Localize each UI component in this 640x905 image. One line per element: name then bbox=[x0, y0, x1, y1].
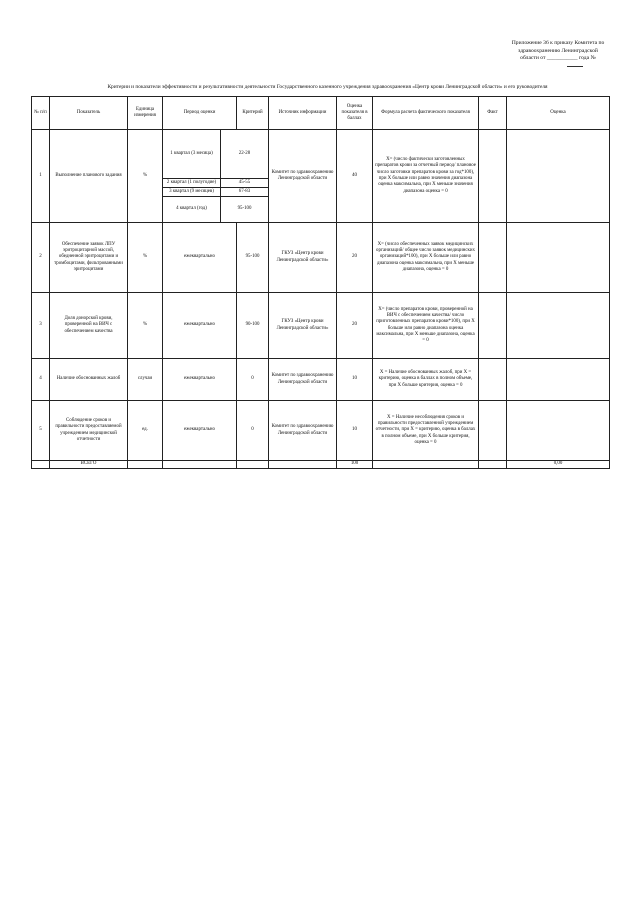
row-unit: ед. bbox=[128, 401, 163, 461]
table-row bbox=[32, 359, 610, 401]
row-assessment bbox=[507, 223, 610, 293]
row-assessment bbox=[507, 293, 610, 359]
row-formula: Х = Наличие обоснованных жалоб, при Х = критерию, оценка в баллах в полном объеме, при Х больше критерия, оценка = 0 bbox=[373, 359, 479, 401]
row-indicator: Доля донорской крови, проверенной на ВИЧ с обеспечением качества bbox=[50, 293, 128, 359]
appendix-note bbox=[496, 40, 620, 63]
row-assessment bbox=[507, 401, 610, 461]
row-num: 3 bbox=[32, 293, 50, 359]
total-num-cell bbox=[32, 461, 50, 469]
table-row bbox=[32, 130, 610, 223]
row-fact bbox=[479, 130, 507, 223]
row-source: Комитет по здравоохранению Ленинградской области bbox=[269, 130, 337, 223]
row-period: ежеквартально bbox=[163, 359, 237, 401]
criteria-table bbox=[31, 96, 610, 469]
total-empty bbox=[163, 461, 237, 469]
row-score: 10 bbox=[337, 359, 373, 401]
row-criterion: 0 bbox=[237, 359, 269, 401]
row-indicator: Выполнение планового задания bbox=[50, 130, 128, 223]
criterion-value: 95-100 bbox=[220, 197, 268, 222]
row-indicator: Обеспечение заявок ЛПУ эритроцитарной массой, обедненной эритроцитами и тромбоцитами, фильтрованными эритроцитами bbox=[50, 223, 128, 293]
table-header-row bbox=[32, 97, 610, 130]
appendix-line-1: Приложение 36 к приказу Комитета по bbox=[511, 40, 605, 46]
criterion-value: 45-55 bbox=[220, 179, 268, 187]
total-row bbox=[32, 461, 610, 469]
total-assessment: 0,00 bbox=[507, 461, 610, 469]
total-empty bbox=[237, 461, 269, 469]
row-num: 2 bbox=[32, 223, 50, 293]
row-source: ГКУЗ «Центр крови Ленинградской области» bbox=[269, 223, 337, 293]
row-num: 5 bbox=[32, 401, 50, 461]
header-criterion: Критерий bbox=[237, 97, 269, 130]
period-label: 3 квартал (9 месяцев) bbox=[169, 188, 214, 194]
row-assessment bbox=[507, 130, 610, 223]
row-score: 40 bbox=[337, 130, 373, 223]
row-num: 1 bbox=[32, 130, 50, 223]
row-period: ежеквартально bbox=[163, 401, 237, 461]
appendix-line-2: здравоохранению Ленинградской bbox=[518, 47, 598, 54]
row-criterion: 90-100 bbox=[237, 293, 269, 359]
row-formula: Х= (число обеспеченных заявок медицинских организаций/ общее число заявок медицинских организаций*100), при Х больше или равно диапазона оценка максимальна, при Х меньше диапазона, оценка = 0 bbox=[373, 223, 479, 293]
row-formula: Х = Наличие несоблюдения сроков и правильности предоставленной учреждением отчетности, при Х = критерию, оценка в баллах в полном объеме, при Х больше критерия, оценка = 0 bbox=[373, 401, 479, 461]
criterion-value: 67-83 bbox=[220, 188, 268, 196]
row-period-criteria bbox=[163, 130, 269, 223]
header-formula: Формула расчета фактического показателя bbox=[373, 97, 479, 130]
header-num: № п/п bbox=[32, 97, 50, 130]
row-fact bbox=[479, 401, 507, 461]
total-empty bbox=[269, 461, 337, 469]
row-source: Комитет по здравоохранению Ленинградской области bbox=[269, 401, 337, 461]
row-criterion: 0 bbox=[237, 401, 269, 461]
row-unit: случаи bbox=[128, 359, 163, 401]
appendix-line-3: области от ___________ года № bbox=[520, 55, 596, 62]
row-unit: % bbox=[128, 223, 163, 293]
row-assessment bbox=[507, 359, 610, 401]
period-label: 1 квартал (3 месяца) bbox=[170, 151, 213, 157]
row-fact bbox=[479, 359, 507, 401]
header-unit: Единица измерения bbox=[128, 97, 163, 130]
total-label: ВСЕГО bbox=[50, 461, 128, 469]
row-unit: % bbox=[128, 293, 163, 359]
row-indicator: Соблюдение сроков и правильности предоставляемой учреждением медицинской отчетности bbox=[50, 401, 128, 461]
row-fact bbox=[479, 223, 507, 293]
row-score: 20 bbox=[337, 293, 373, 359]
total-empty bbox=[479, 461, 507, 469]
row-score: 10 bbox=[337, 401, 373, 461]
signature-line bbox=[567, 66, 583, 67]
document-title: Критерии и показатели эффективности и результативности деятельности Государственного казенного учреждения здравоохранения «Центр крови Ленинградской области» и его руководителя bbox=[107, 84, 548, 90]
row-source: ГКУЗ «Центр крови Ленинградской области» bbox=[269, 293, 337, 359]
row-formula: Х= (число фактически заготовленных препаратов крови за отчетный период/ плановое число заготовки препаратов крови за год*100), при Х больше или равно значения диапазона оценка максимальна, при Х меньше значения диапазона оценка = 0 bbox=[373, 130, 479, 223]
header-indicator: Показатель bbox=[50, 97, 128, 130]
table-row bbox=[32, 401, 610, 461]
header-fact: Факт bbox=[479, 97, 507, 130]
row-num: 4 bbox=[32, 359, 50, 401]
row-source: Комитет по здравоохранению Ленинградской области bbox=[269, 359, 337, 401]
row-score: 20 bbox=[337, 223, 373, 293]
row-period: ежеквартально bbox=[163, 223, 237, 293]
table-row bbox=[32, 223, 610, 293]
row-fact bbox=[479, 293, 507, 359]
header-score: Оценка показателя в баллах bbox=[337, 97, 373, 130]
period-label: 4 квартал (год) bbox=[176, 206, 207, 212]
header-source: Источник информации bbox=[269, 97, 337, 130]
row-criterion: 95-100 bbox=[237, 223, 269, 293]
row-unit: % bbox=[128, 130, 163, 223]
header-assessment: Оценка bbox=[507, 97, 610, 130]
total-empty bbox=[373, 461, 479, 469]
total-empty bbox=[128, 461, 163, 469]
criterion-value: 22-28 bbox=[220, 130, 268, 178]
period-label: 2 квартал (1 полугодие) bbox=[166, 180, 217, 186]
row-period: ежеквартально bbox=[163, 293, 237, 359]
row-formula: Х= (число препаратов крови, проверенной на ВИЧ с обеспечением качества/ число приготовленных препаратов крови*100), при Х больше или равно диапазона оценка максимальна, при Х меньше диапазона, оценка = 0 bbox=[373, 293, 479, 359]
header-period: Период оценки bbox=[163, 97, 237, 130]
table-row bbox=[32, 293, 610, 359]
row-indicator: Наличие обоснованных жалоб bbox=[50, 359, 128, 401]
total-score: 100 bbox=[337, 461, 373, 469]
